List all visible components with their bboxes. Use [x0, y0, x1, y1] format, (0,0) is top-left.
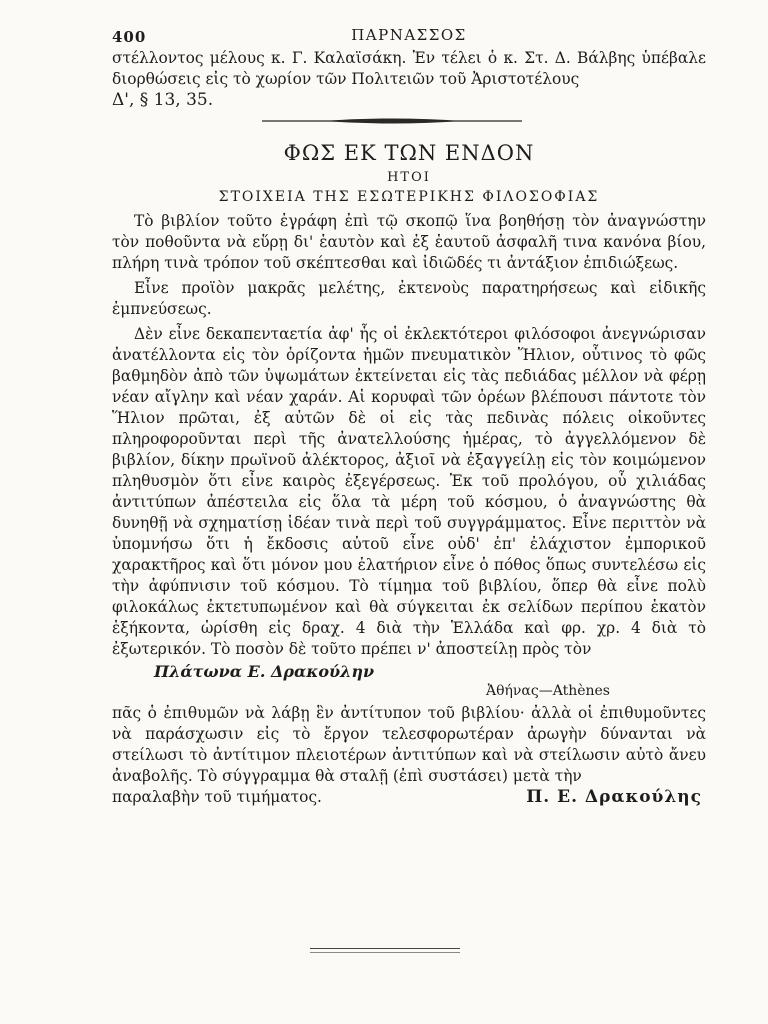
intro-reference: Δ', § 13, 35. — [112, 90, 214, 110]
addressee-name: Πλάτωνα Ε. Δρακούλην — [154, 662, 375, 681]
page-number: 400 — [112, 28, 147, 46]
closing-paragraph: πᾶς ὁ ἐπιθυμῶν νὰ λάβῃ ἓν ἀντίτυπον τοῦ βιβλίου· ἀλλὰ οἱ ἐπιθυμοῦντες νὰ παράσχωσιν εἰς τὸ ἔργον τελεσφορωτέραν ἀρωγὴν δύνανται νὰ στείλωσι τὸ ἀντίτιμον πλειοτέρων ἀντιτύπων καὶ νὰ στείλωσιν αὐτὸ ἄνευ ἀναβολῆς. Τὸ σύγγραμμα θὰ σταλῇ (ἐπὶ συστάσει) μετὰ τὴν — [112, 704, 706, 785]
addressee-place: Ἀθήνας—Athènes — [485, 683, 610, 699]
running-head — [112, 22, 706, 48]
section-divider — [112, 109, 706, 131]
article-conjunction: ΗΤΟΙ — [387, 170, 431, 185]
article-paragraph-1: Τὸ βιβλίον τοῦτο ἐγράφη ἐπὶ τῷ σκοπῷ ἵνα βοηθήσῃ τὸν ἀναγνώστην τὸν ποθοῦντα νὰ εὕρῃ δι' ἑαυτὸν καὶ ἐξ ἑαυτοῦ ἀσφαλῆ τινα κανόνα βίου, πλήρη τινὰ τρόπον τοῦ σκέπτεσθαι καὶ ἰδιῶδές τι ἀντάξιον ἐπιδιώξεως. — [112, 212, 706, 272]
running-title: ΠΑΡΝΑΣΣΟΣ — [351, 26, 467, 44]
bottom-divider — [310, 948, 460, 953]
signoff-line — [112, 787, 706, 808]
article-paragraph-3: Δὲν εἶνε δεκαπενταετία ἀφ' ἧς οἱ ἐκλεκτότεροι φιλόσοφοι ἀνεγνώρισαν ἀνατέλλοντα εἰς τὸν ὁρίζοντα ἡμῶν πνευματικὸν Ἥλιον, οὗτινος τὸ φῶς βαθμηδὸν ἀπὸ τῶν ὑψωμάτων ἐκτείνεται εἰς τὰς πεδιάδας μέλλον νὰ φέρῃ νέαν αἴγλην καὶ νέαν χαράν. Αἱ κορυφαὶ τῶν ὀρέων βλέπουσι πάντοτε τὸν Ἥλιον πρῶται, ἐξ αὐτῶν δὲ οἱ εἰς τὰς πεδινὰς πόλεις οἰκοῦντες πληροφοροῦνται περὶ τῆς ἀνατελλούσης ἡμέρας, τὸ ἀγγελλόμενον δὲ βιβλίον, δίκην πρωϊνοῦ ἀλέκτορος, ἀξιοῖ νὰ ἐξαγγείλῃ εἰς τὸν κοιμώμενον πληθυσμὸν ὅτι εἶνε καιρὸς ἐξεγέρσεως. Ἐκ τοῦ προλόγου, οὗ χιλιάδας ἀντιτύπων ἀπέστειλα εἰς ὅλα τὰ μέρη τοῦ κόσμου, ὁ ἀναγνώστης θὰ δυνηθῇ νὰ σχηματίσῃ ἰδέαν τινὰ περὶ τοῦ συγγράμματος. Εἶνε περιττὸν νὰ ὑπομνήσω ὅτι ἡ ἔκδοσις αὐτοῦ εἶνε οὐδ' ἐπ' ἐλάχιστον ἐμπορικοῦ χαρακτῆρος καὶ ὅτι μόνον μου ἐλατήριον εἶνε ὁ πόθος ὅπως συντελέσω εἰς τὴν ἀφύπνισιν τοῦ κόσμου. Τὸ τίμημα τοῦ βιβλίου, ὅπερ θὰ εἶνε πολὺ φιλοκάλως ἐκτετυπωμένον καὶ θὰ σύγκειται ἐκ σελίδων περίπου ἑκατὸν ἑξήκοντα, ὡρίσθη εἰς δραχ. 4 διὰ τὴν Ἑλλάδα καὶ φρ. χρ. 4 διὰ τὸ ἐξωτερικόν. Τὸ ποσὸν δὲ τοῦτο πρέπει ν' ἀποστείλῃ πρὸς τὸν — [112, 325, 706, 658]
article-subtitle: ΣΤΟΙΧΕΙΑ ΤΗΣ ΕΣΩΤΕΡΙΚΗΣ ΦΙΛΟΣΟΦΙΑΣ — [218, 189, 600, 205]
closing-last-line: παραλαβὴν τοῦ τιμήματος. — [112, 788, 322, 806]
intro-text: στέλλοντος μέλους κ. Γ. Καλαϊσάκη. Ἐν τέλει ὁ κ. Στ. Δ. Βάλβης ὑπέβαλε διορθώσεις εἰς τὸ χωρίον τῶν Πολιτειῶν τοῦ Ἀριστοτέλους — [112, 49, 706, 88]
intro-paragraph — [112, 48, 706, 111]
article-title: ΦΩΣ ΕΚ ΤΩΝ ΕΝΔΟΝ — [283, 141, 535, 165]
article-paragraph-2: Εἶνε προϊὸν μακρᾶς μελέτης, ἐκτενοὺς παρατηρήσεως καὶ εἰδικῆς ἐμπνεύσεως. — [112, 279, 706, 318]
ornamental-rule-icon — [262, 116, 522, 126]
signature: Π. Ε. Δρακούλης — [526, 787, 702, 807]
